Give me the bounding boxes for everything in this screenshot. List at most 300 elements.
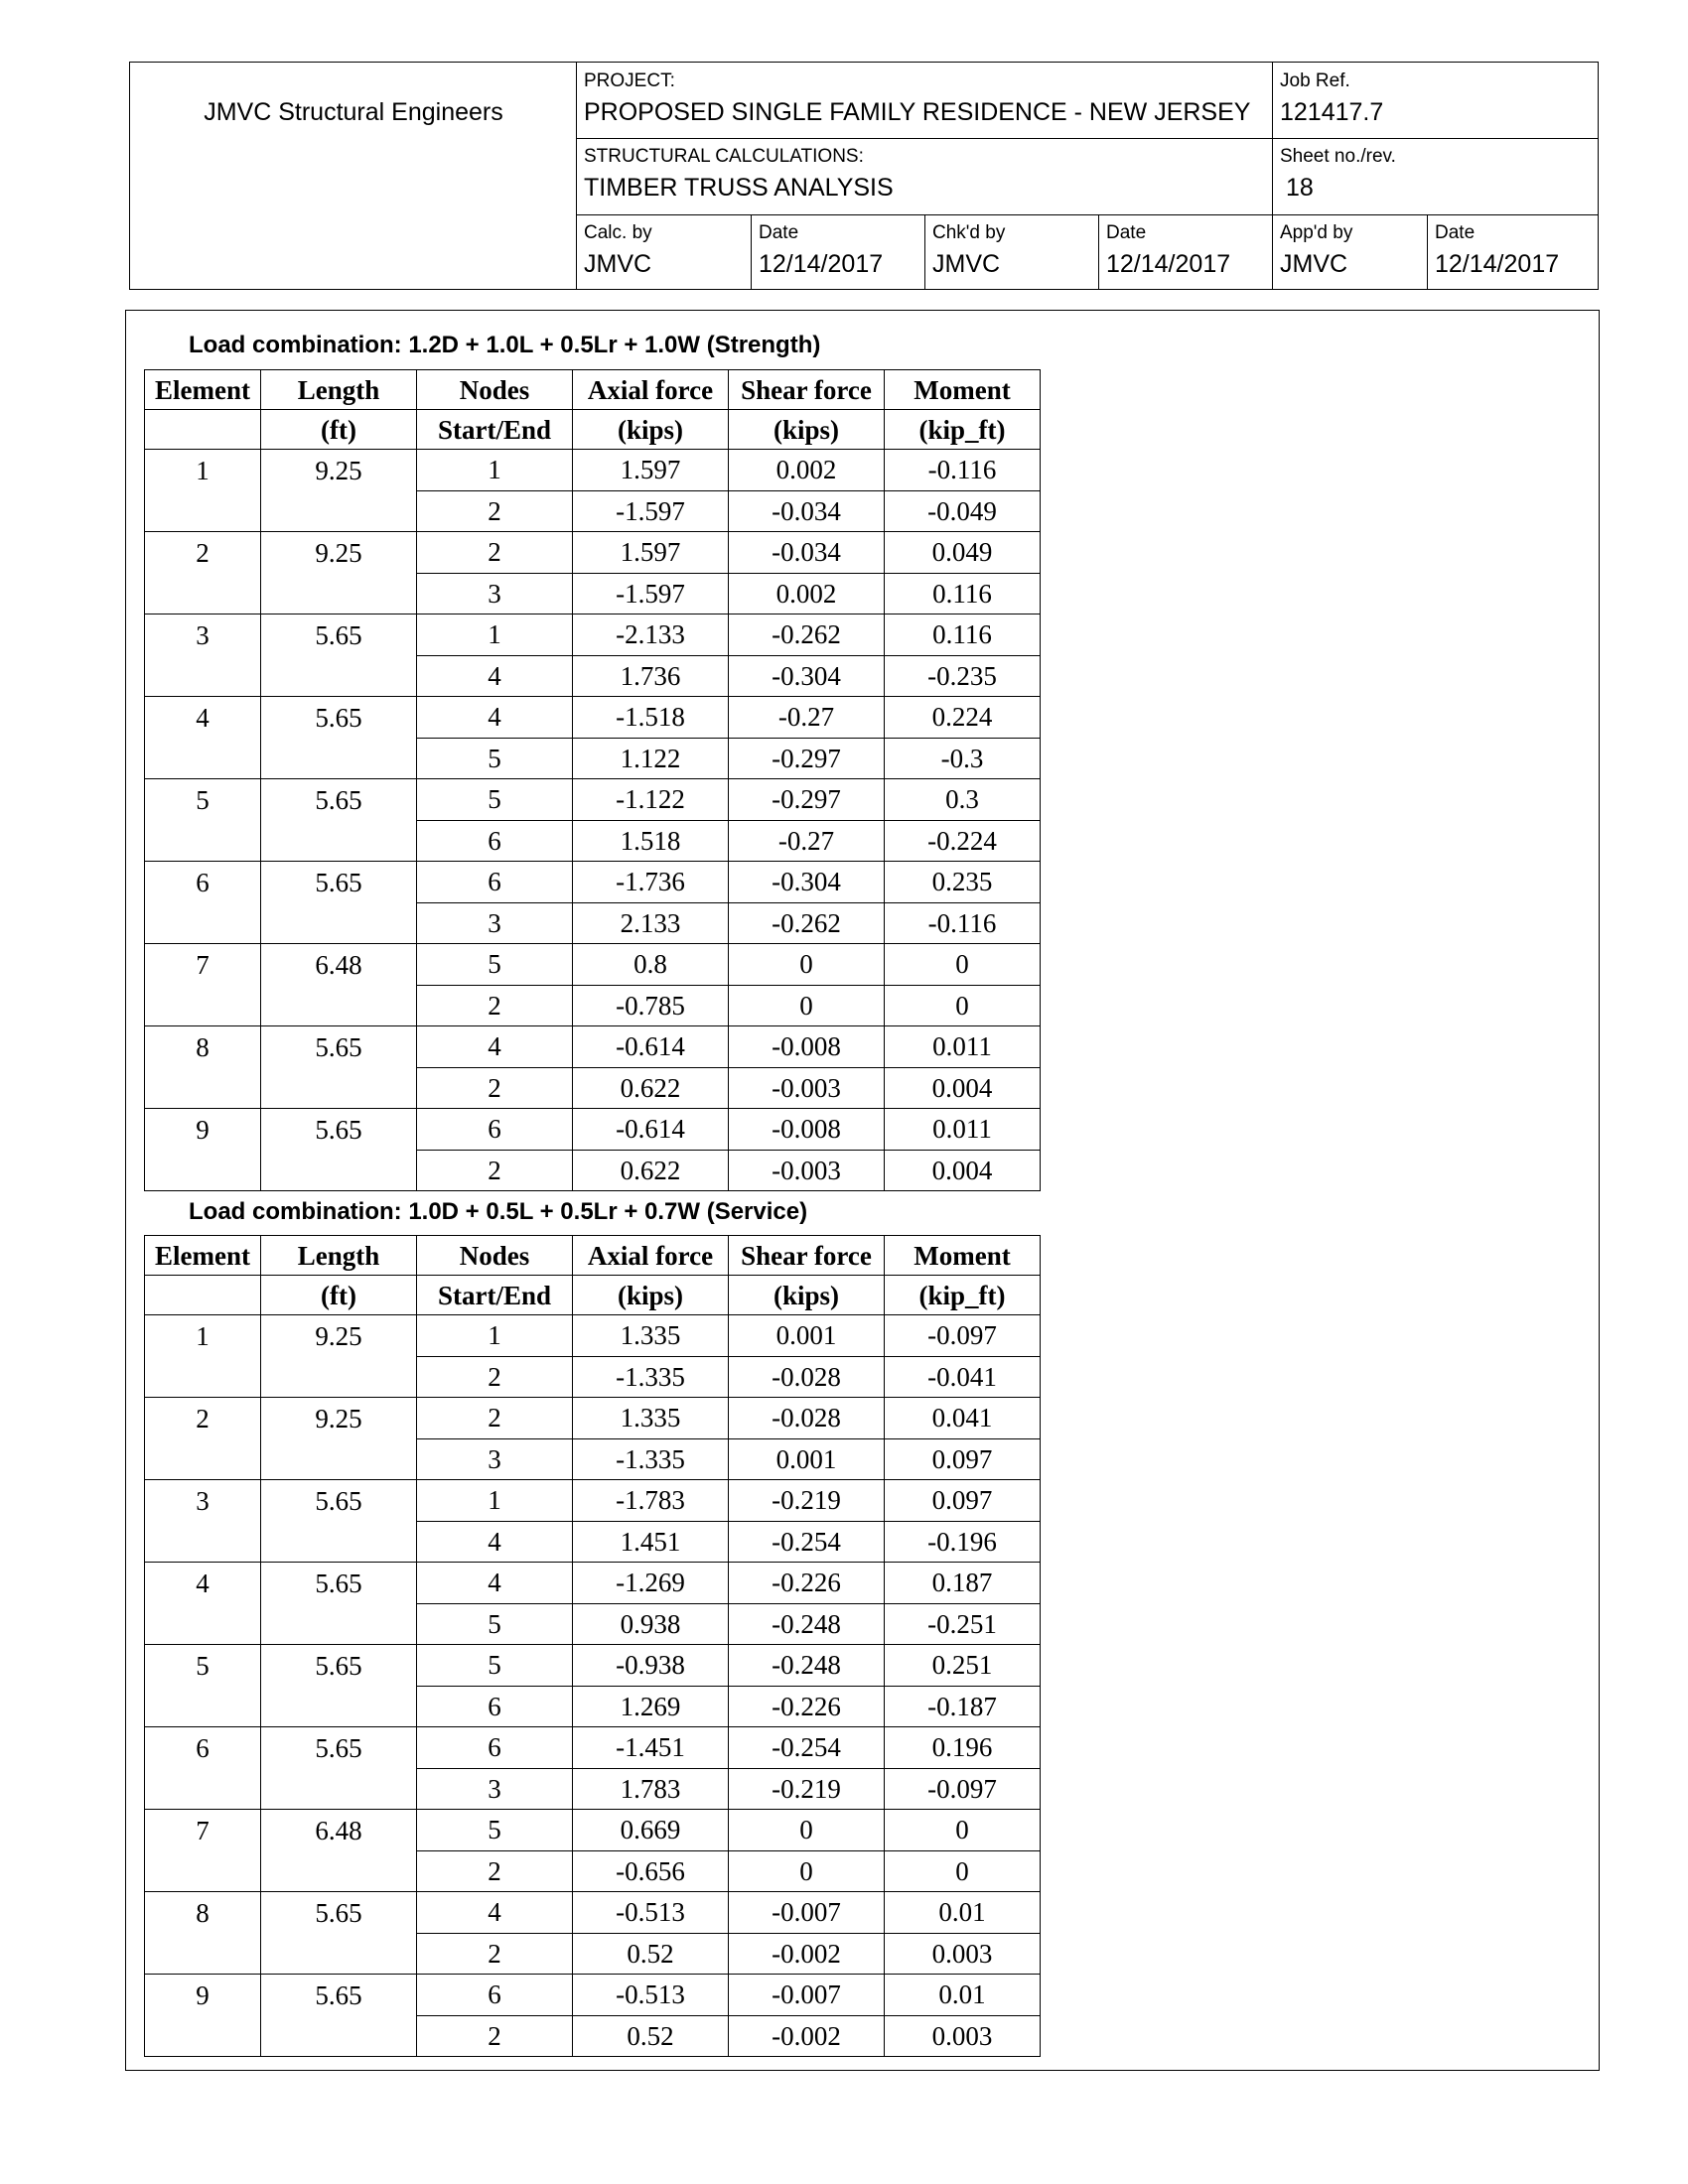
element-id-cell: 5	[145, 1645, 261, 1687]
shear-force-cell: -0.034	[729, 490, 885, 532]
node-cell: 3	[417, 573, 573, 614]
moment-cell: 0.097	[885, 1480, 1041, 1522]
axial-force-cell: 0.669	[573, 1810, 729, 1851]
length-cell	[261, 2015, 417, 2057]
element-id-cell	[145, 655, 261, 697]
appd-by-cell	[1272, 214, 1427, 289]
project-label: PROJECT:	[584, 70, 675, 91]
axial-force-cell: -0.614	[573, 1026, 729, 1068]
shear-force-cell: 0	[729, 1850, 885, 1892]
axial-force-cell: 1.122	[573, 738, 729, 779]
shear-force-cell: -0.003	[729, 1067, 885, 1109]
table-row	[145, 1109, 1041, 1151]
table-row	[145, 1067, 1041, 1109]
axial-force-cell: 0.938	[573, 1603, 729, 1645]
moment-cell: 0.097	[885, 1438, 1041, 1480]
node-cell: 2	[417, 2015, 573, 2057]
node-cell: 2	[417, 1398, 573, 1439]
moment-cell: 0.187	[885, 1563, 1041, 1604]
length-cell	[261, 1521, 417, 1563]
length-cell	[261, 1768, 417, 1810]
job-ref-label: Job Ref.	[1280, 70, 1350, 91]
column-header: Length	[261, 1236, 417, 1276]
shear-force-cell: -0.297	[729, 738, 885, 779]
table-row	[145, 862, 1041, 903]
shear-force-cell: 0.002	[729, 450, 885, 491]
axial-force-cell: 1.451	[573, 1521, 729, 1563]
node-cell: 6	[417, 1727, 573, 1769]
date-cell	[1098, 214, 1272, 289]
shear-force-cell: -0.008	[729, 1109, 885, 1151]
load-combination-title: Load combination: 1.0D + 0.5L + 0.5Lr + 0.7W (Service)	[189, 1198, 808, 1225]
column-unit: (kips)	[573, 1276, 729, 1315]
table-row	[145, 697, 1041, 739]
node-cell: 4	[417, 1026, 573, 1068]
table-row	[145, 450, 1041, 491]
element-id-cell: 3	[145, 1480, 261, 1522]
job-ref-cell	[1272, 63, 1598, 138]
axial-force-cell: 1.597	[573, 532, 729, 574]
length-cell	[261, 655, 417, 697]
date-cell	[751, 214, 924, 289]
length-cell: 5.65	[261, 1109, 417, 1151]
axial-force-cell: 1.736	[573, 655, 729, 697]
appd-by-label: App'd by	[1280, 222, 1353, 243]
element-id-cell	[145, 1686, 261, 1727]
shear-force-cell: -0.034	[729, 532, 885, 574]
column-header: Nodes	[417, 370, 573, 410]
node-cell: 1	[417, 614, 573, 656]
node-cell: 5	[417, 1645, 573, 1687]
shear-force-cell: -0.27	[729, 697, 885, 739]
column-unit: (kip_ft)	[885, 410, 1041, 450]
element-id-cell	[145, 1356, 261, 1398]
length-cell: 5.65	[261, 1026, 417, 1068]
element-id-cell	[145, 985, 261, 1026]
element-id-cell	[145, 1438, 261, 1480]
length-cell	[261, 1150, 417, 1191]
node-cell: 1	[417, 1480, 573, 1522]
shear-force-cell: -0.007	[729, 1975, 885, 2016]
date-value: 12/14/2017	[1435, 250, 1560, 278]
column-header: Moment	[885, 370, 1041, 410]
table-row	[145, 985, 1041, 1026]
node-cell: 2	[417, 1150, 573, 1191]
axial-force-cell: -1.518	[573, 697, 729, 739]
table-row	[145, 532, 1041, 574]
moment-cell: -0.116	[885, 902, 1041, 944]
shear-force-cell: -0.008	[729, 1026, 885, 1068]
shear-force-cell: 0.001	[729, 1315, 885, 1357]
moment-cell: -0.041	[885, 1356, 1041, 1398]
column-header: Shear force	[729, 370, 885, 410]
shear-force-cell: -0.262	[729, 902, 885, 944]
moment-cell: 0.011	[885, 1026, 1041, 1068]
node-cell: 1	[417, 450, 573, 491]
element-id-cell	[145, 1850, 261, 1892]
length-cell: 5.65	[261, 1563, 417, 1604]
node-cell: 4	[417, 1563, 573, 1604]
chkd-by-value: JMVC	[932, 250, 1001, 278]
table-row	[145, 779, 1041, 821]
node-cell: 2	[417, 532, 573, 574]
date-cell	[1427, 214, 1598, 289]
shear-force-cell: -0.297	[729, 779, 885, 821]
node-cell: 4	[417, 1892, 573, 1934]
element-id-cell	[145, 820, 261, 862]
moment-cell: -0.187	[885, 1686, 1041, 1727]
column-unit: (kips)	[573, 410, 729, 450]
axial-force-cell: 0.52	[573, 1933, 729, 1975]
table-row	[145, 944, 1041, 986]
axial-force-cell: -1.122	[573, 779, 729, 821]
moment-cell: 0.003	[885, 2015, 1041, 2057]
element-id-cell	[145, 902, 261, 944]
axial-force-cell: -1.597	[573, 573, 729, 614]
element-id-cell	[145, 1768, 261, 1810]
axial-force-cell: 1.269	[573, 1686, 729, 1727]
moment-cell: 0.196	[885, 1727, 1041, 1769]
length-cell: 9.25	[261, 1315, 417, 1357]
shear-force-cell: -0.028	[729, 1398, 885, 1439]
shear-force-cell: -0.304	[729, 655, 885, 697]
axial-force-cell: 0.622	[573, 1150, 729, 1191]
moment-cell: 0	[885, 944, 1041, 986]
table-row	[145, 1645, 1041, 1687]
table-row	[145, 1727, 1041, 1769]
node-cell: 2	[417, 1850, 573, 1892]
length-cell	[261, 1067, 417, 1109]
calcs-value: TIMBER TRUSS ANALYSIS	[584, 174, 894, 202]
node-cell: 2	[417, 985, 573, 1026]
length-cell: 5.65	[261, 1480, 417, 1522]
element-id-cell: 7	[145, 1810, 261, 1851]
moment-cell: 0.003	[885, 1933, 1041, 1975]
moment-cell: -0.097	[885, 1768, 1041, 1810]
shear-force-cell: -0.002	[729, 1933, 885, 1975]
shear-force-cell: -0.226	[729, 1563, 885, 1604]
moment-cell: 0.235	[885, 862, 1041, 903]
node-cell: 2	[417, 490, 573, 532]
length-cell	[261, 985, 417, 1026]
node-cell: 1	[417, 1315, 573, 1357]
date-value: 12/14/2017	[759, 250, 884, 278]
column-header: Shear force	[729, 1236, 885, 1276]
date-label: Date	[1435, 222, 1476, 243]
table-row	[145, 655, 1041, 697]
moment-cell: 0	[885, 985, 1041, 1026]
length-cell	[261, 738, 417, 779]
length-cell: 9.25	[261, 450, 417, 491]
table-row	[145, 1850, 1041, 1892]
firm-name: JMVC Structural Engineers	[204, 97, 503, 126]
length-cell	[261, 1356, 417, 1398]
axial-force-cell: -0.614	[573, 1109, 729, 1151]
shear-force-cell: -0.219	[729, 1480, 885, 1522]
calcs-label: STRUCTURAL CALCULATIONS:	[584, 146, 864, 167]
moment-cell: 0.011	[885, 1109, 1041, 1151]
appd-by-value: JMVC	[1280, 250, 1348, 278]
date-value: 12/14/2017	[1106, 250, 1231, 278]
job-ref-value: 121417.7	[1280, 98, 1384, 126]
table-row	[145, 573, 1041, 614]
length-cell: 6.48	[261, 944, 417, 986]
axial-force-cell: -2.133	[573, 614, 729, 656]
column-unit	[145, 1276, 261, 1315]
moment-cell: 0.116	[885, 573, 1041, 614]
table-row	[145, 1026, 1041, 1068]
axial-force-cell: 1.783	[573, 1768, 729, 1810]
axial-force-cell: -1.783	[573, 1480, 729, 1522]
element-id-cell: 2	[145, 1398, 261, 1439]
length-cell	[261, 490, 417, 532]
column-header: Moment	[885, 1236, 1041, 1276]
column-unit: (ft)	[261, 1276, 417, 1315]
node-cell: 3	[417, 902, 573, 944]
axial-force-cell: -1.736	[573, 862, 729, 903]
column-header: Element	[145, 370, 261, 410]
element-id-cell	[145, 573, 261, 614]
column-header: Nodes	[417, 1236, 573, 1276]
node-cell: 4	[417, 655, 573, 697]
axial-force-cell: -1.269	[573, 1563, 729, 1604]
shear-force-cell: -0.248	[729, 1645, 885, 1687]
chkd-by-label: Chk'd by	[932, 222, 1006, 243]
table-row	[145, 490, 1041, 532]
table-row	[145, 1480, 1041, 1522]
table-row	[145, 902, 1041, 944]
element-id-cell: 4	[145, 697, 261, 739]
table-row	[145, 1975, 1041, 2016]
table-row	[145, 1892, 1041, 1934]
length-cell	[261, 573, 417, 614]
node-cell: 6	[417, 1975, 573, 2016]
axial-force-cell: 1.335	[573, 1315, 729, 1357]
axial-force-cell: 1.335	[573, 1398, 729, 1439]
shear-force-cell: -0.27	[729, 820, 885, 862]
project-value: PROPOSED SINGLE FAMILY RESIDENCE - NEW JERSEY	[584, 98, 1251, 126]
date-label: Date	[1106, 222, 1147, 243]
table-row	[145, 1356, 1041, 1398]
table-row	[145, 1315, 1041, 1357]
shear-force-cell: -0.254	[729, 1727, 885, 1769]
node-cell: 5	[417, 1603, 573, 1645]
element-id-cell	[145, 1150, 261, 1191]
table-row	[145, 2015, 1041, 2057]
node-cell: 5	[417, 738, 573, 779]
moment-cell: 0.251	[885, 1645, 1041, 1687]
column-header: Length	[261, 370, 417, 410]
moment-cell: -0.3	[885, 738, 1041, 779]
node-cell: 3	[417, 1768, 573, 1810]
moment-cell: -0.196	[885, 1521, 1041, 1563]
length-cell	[261, 902, 417, 944]
column-unit: Start/End	[417, 1276, 573, 1315]
sheet-value: 18	[1286, 174, 1314, 202]
element-id-cell: 3	[145, 614, 261, 656]
node-cell: 6	[417, 1686, 573, 1727]
column-unit	[145, 410, 261, 450]
date-label: Date	[759, 222, 799, 243]
column-header: Axial force	[573, 1236, 729, 1276]
axial-force-cell: -0.513	[573, 1975, 729, 2016]
node-cell: 4	[417, 1521, 573, 1563]
axial-force-cell: -1.597	[573, 490, 729, 532]
moment-cell: 0	[885, 1850, 1041, 1892]
length-cell: 5.65	[261, 614, 417, 656]
table-row	[145, 1521, 1041, 1563]
shear-force-cell: 0.002	[729, 573, 885, 614]
element-id-cell	[145, 738, 261, 779]
project-cell	[576, 63, 1272, 138]
length-cell	[261, 1438, 417, 1480]
node-cell: 6	[417, 820, 573, 862]
table-row	[145, 1933, 1041, 1975]
length-cell: 5.65	[261, 862, 417, 903]
length-cell: 6.48	[261, 1810, 417, 1851]
axial-force-cell: -0.785	[573, 985, 729, 1026]
column-unit: Start/End	[417, 410, 573, 450]
moment-cell: 0.01	[885, 1975, 1041, 2016]
element-id-cell: 2	[145, 532, 261, 574]
moment-cell: -0.235	[885, 655, 1041, 697]
moment-cell: 0.3	[885, 779, 1041, 821]
shear-force-cell: -0.248	[729, 1603, 885, 1645]
chkd-by-cell	[924, 214, 1098, 289]
moment-cell: -0.116	[885, 450, 1041, 491]
element-id-cell: 6	[145, 1727, 261, 1769]
results-table-service	[144, 1235, 1041, 2057]
shear-force-cell: -0.226	[729, 1686, 885, 1727]
moment-cell: 0.01	[885, 1892, 1041, 1934]
node-cell: 5	[417, 944, 573, 986]
element-id-cell: 9	[145, 1975, 261, 2016]
length-cell	[261, 1850, 417, 1892]
element-id-cell: 7	[145, 944, 261, 986]
moment-cell: -0.251	[885, 1603, 1041, 1645]
length-cell: 5.65	[261, 697, 417, 739]
element-id-cell: 6	[145, 862, 261, 903]
shear-force-cell: -0.254	[729, 1521, 885, 1563]
calc-by-cell	[576, 214, 751, 289]
shear-force-cell: -0.304	[729, 862, 885, 903]
element-id-cell: 1	[145, 450, 261, 491]
shear-force-cell: 0.001	[729, 1438, 885, 1480]
axial-force-cell: -0.513	[573, 1892, 729, 1934]
element-id-cell: 1	[145, 1315, 261, 1357]
calcs-cell	[576, 138, 1272, 214]
axial-force-cell: -0.656	[573, 1850, 729, 1892]
column-header: Element	[145, 1236, 261, 1276]
node-cell: 2	[417, 1933, 573, 1975]
element-id-cell	[145, 1933, 261, 1975]
moment-cell: 0.224	[885, 697, 1041, 739]
element-id-cell: 8	[145, 1892, 261, 1934]
moment-cell: -0.224	[885, 820, 1041, 862]
node-cell: 6	[417, 862, 573, 903]
table-row	[145, 738, 1041, 779]
moment-cell: -0.097	[885, 1315, 1041, 1357]
length-cell	[261, 1686, 417, 1727]
axial-force-cell: 0.52	[573, 2015, 729, 2057]
moment-cell: 0.049	[885, 532, 1041, 574]
axial-force-cell: 0.8	[573, 944, 729, 986]
table-row	[145, 1686, 1041, 1727]
length-cell: 9.25	[261, 532, 417, 574]
shear-force-cell: -0.262	[729, 614, 885, 656]
table-row	[145, 1603, 1041, 1645]
element-id-cell	[145, 1067, 261, 1109]
column-header: Axial force	[573, 370, 729, 410]
column-unit: (ft)	[261, 410, 417, 450]
axial-force-cell: -1.335	[573, 1356, 729, 1398]
element-id-cell: 9	[145, 1109, 261, 1151]
calc-by-value: JMVC	[584, 250, 652, 278]
length-cell: 5.65	[261, 1645, 417, 1687]
length-cell: 5.65	[261, 1892, 417, 1934]
shear-force-cell: -0.002	[729, 2015, 885, 2057]
axial-force-cell: 2.133	[573, 902, 729, 944]
element-id-cell	[145, 1603, 261, 1645]
length-cell	[261, 1933, 417, 1975]
moment-cell: 0.116	[885, 614, 1041, 656]
title-block	[129, 62, 1599, 290]
table-row	[145, 1768, 1041, 1810]
node-cell: 5	[417, 779, 573, 821]
table-row	[145, 1438, 1041, 1480]
node-cell: 2	[417, 1356, 573, 1398]
length-cell: 5.65	[261, 779, 417, 821]
moment-cell: 0.004	[885, 1067, 1041, 1109]
moment-cell: 0.004	[885, 1150, 1041, 1191]
column-unit: (kip_ft)	[885, 1276, 1041, 1315]
length-cell: 5.65	[261, 1727, 417, 1769]
node-cell: 6	[417, 1109, 573, 1151]
table-row	[145, 1398, 1041, 1439]
shear-force-cell: -0.028	[729, 1356, 885, 1398]
element-id-cell: 4	[145, 1563, 261, 1604]
sheet-cell	[1272, 138, 1598, 214]
axial-force-cell: 1.518	[573, 820, 729, 862]
node-cell: 3	[417, 1438, 573, 1480]
axial-force-cell: -0.938	[573, 1645, 729, 1687]
shear-force-cell: 0	[729, 1810, 885, 1851]
shear-force-cell: 0	[729, 944, 885, 986]
length-cell: 9.25	[261, 1398, 417, 1439]
element-id-cell	[145, 1521, 261, 1563]
node-cell: 2	[417, 1067, 573, 1109]
length-cell	[261, 820, 417, 862]
axial-force-cell: -1.335	[573, 1438, 729, 1480]
shear-force-cell: -0.219	[729, 1768, 885, 1810]
element-id-cell	[145, 490, 261, 532]
table-row	[145, 820, 1041, 862]
element-id-cell: 8	[145, 1026, 261, 1068]
column-unit: (kips)	[729, 1276, 885, 1315]
sheet-label: Sheet no./rev.	[1280, 146, 1396, 167]
moment-cell: -0.049	[885, 490, 1041, 532]
column-unit: (kips)	[729, 410, 885, 450]
table-row	[145, 1150, 1041, 1191]
length-cell: 5.65	[261, 1975, 417, 2016]
axial-force-cell: 0.622	[573, 1067, 729, 1109]
element-id-cell	[145, 2015, 261, 2057]
table-row	[145, 1563, 1041, 1604]
table-row	[145, 614, 1041, 656]
moment-cell: 0.041	[885, 1398, 1041, 1439]
results-table-strength	[144, 369, 1041, 1191]
shear-force-cell: 0	[729, 985, 885, 1026]
